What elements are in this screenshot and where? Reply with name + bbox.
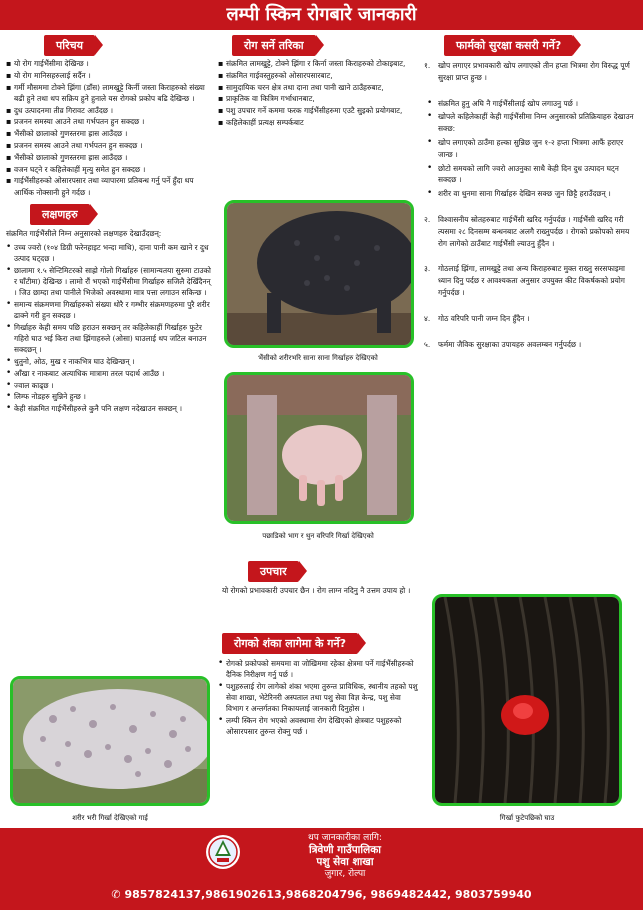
- column-right: [424, 34, 637, 364]
- list-item: • छालामा १.५ सेन्टिमिटरको साह्रो गोलो गिर्खाहरु (सामान्यतया सुरुमा टाउको र घाँटीमा) देखिन्छ । लामो रौं भएको गाईभैंसीमा गिर्खाहरु सजिलै देखिँदैनन् । जिउ छाम्दा तथा पानीले भिजेको अवस्थामा मात्र पत्ता लगाउन सकिन्छ ।: [6, 265, 212, 299]
- list-item: • आँखा र नाकबाट अत्याधिक मात्रामा तरल पदार्थ आउँछ ।: [6, 368, 212, 379]
- column-left: [6, 34, 212, 415]
- list-item: ▪ प्रजनन समस्या आउने तथा गर्भपतन हुन सक्दछ ।: [6, 116, 212, 127]
- wound-photo: [432, 594, 622, 806]
- udder-image: [227, 375, 411, 521]
- spread-heading: रोग सर्ने तरिका: [232, 35, 316, 56]
- cow-nodules-image: [13, 679, 207, 803]
- phone-numbers: 9857824137,9861902613,9868204796, 9869482442, 9803759940: [124, 888, 532, 901]
- list-item: ▪ यो रोग मानिसहरुलाई सर्दैन ।: [6, 70, 212, 81]
- treatment-text: यो रोगको प्रभावकारी उपचार छैन । रोग लाग्न नदिनु नै उत्तम उपाय हो ।: [222, 586, 411, 595]
- footer-more-info: थप जानकारीका लागि:: [308, 833, 382, 843]
- symptoms-heading: लक्षणहरु: [30, 204, 90, 225]
- list-item: ▪ संक्रमित गाईवस्तुहरुको ओसारपसारबाट,: [218, 70, 418, 81]
- list-item: ▪ वजन घट्ने र कहिलेकाहीं मृत्यु समेत हुन सक्दछ ।: [6, 164, 212, 175]
- farm-heading: फार्मको सुरक्षा कसरी गर्ने?: [444, 35, 573, 56]
- list-item: • केही संक्रमित गाईभैंसीहरुले कुनै पनि लक्षण नदेखाउन सक्छन् ।: [6, 403, 212, 414]
- list-item: ▪ सामुदायिक चरन क्षेत्र तथा दाना तथा पानी खाने ठाउँहरुबाट,: [218, 82, 418, 93]
- list-item: • उच्च ज्वरो (१०४ डिग्री फरेनहाइट भन्दा माथि), दाना पानी कम खाने र दुध उत्पाद घट्दछ ।: [6, 242, 212, 264]
- phone-icon: ✆: [111, 888, 121, 901]
- intro-heading: परिचय: [44, 35, 95, 56]
- udder-caption: पछाडिको भाग र थुन वरिपरि गिर्खा देखिएको: [262, 532, 374, 540]
- list-item: • लम्पी स्किन रोग भएको अवस्थामा रोग देखिएको क्षेत्रबाट पशुहरुको ओसारपसार तुरुन्त रोक्नु पर्छ ।: [218, 715, 418, 737]
- list-item: • थुतुनो, ओठ, मुख र नाकभित्र घाउ देखिन्छन् ।: [6, 356, 212, 367]
- suspect-heading: रोगको शंका लागेमा के गर्ने?: [222, 633, 358, 654]
- list-item: • खोपले कहिलेकाहीं केही गाईभैंसीमा निम्न अनुसारको प्रतिक्रियाहरु देखाउन सक्छ:: [424, 111, 637, 135]
- list-item: • ज्वाल काढ्छ ।: [6, 380, 212, 391]
- page-title: लम्पी स्किन रोगबारे जानकारी: [0, 0, 643, 30]
- footer: [0, 828, 643, 910]
- suspect-section: [218, 632, 418, 738]
- list-item: ▪ भैंसीको छालाको गुणस्तरमा ह्रास आउँदछ ।: [6, 128, 212, 139]
- list-item: ▪ भैंसीको छालाको गुणस्तरमा ह्रास आउँदछ ।: [6, 152, 212, 163]
- list-item: • समान्य संक्रमणमा गिर्खाहरुको संख्या थोरै र गम्भीर संक्रमणहरुमा पुरै शरीर ढाक्ने गरी हुन सक्दछ ।: [6, 299, 212, 321]
- treatment-heading: उपचार: [248, 561, 299, 582]
- symptoms-intro: संक्रमित गाईभैंसीले निम्न अनुसारको लक्षणहरु देखाउँदछन्:: [6, 229, 162, 239]
- list-item: • लिम्फ नोडहरु सुन्निने हुन्छ ।: [6, 391, 212, 402]
- org-block: [245, 832, 445, 880]
- footer-address: जुगार, रोल्पा: [324, 869, 366, 879]
- list-item: ▪ यो रोग गाईभैंसीमा देखिन्छ ।: [6, 58, 212, 69]
- wound-image: [435, 597, 619, 803]
- suspect-list: [218, 658, 418, 738]
- wound-caption: गिर्खा फुटेपछिको घाउ: [499, 814, 555, 822]
- phone-row: [0, 888, 643, 901]
- farm-list: [424, 60, 637, 350]
- list-item: ▪ गर्मी मौसममा टोक्ने झिंगा (डाँस) लामखुट्टे किर्नी जस्ता किराहरुको संख्या बढी हुने तथा थप सक्रिय हुने हुनाले यस रोगको प्रकोप बढि देखिन्छ ।: [6, 82, 212, 104]
- buffalo-caption: भैंसीको शरीरभरि साना साना गिर्खाहरु देखिएको: [258, 354, 378, 362]
- list-item: ▪ पशु उपचार गर्ने कममा फरक गाईभैंसीहरुमा एउटै सुइको प्रयोगबाट,: [218, 105, 418, 116]
- spread-list: [218, 58, 418, 128]
- list-item: ▪ दुध उत्पादनमा तीव्र गिरावट आउँदछ ।: [6, 105, 212, 116]
- buffalo-photo: [224, 200, 414, 348]
- symptoms-list: [6, 242, 212, 415]
- column-middle: [218, 34, 418, 129]
- list-item: • छोटो समयको लागि ज्वरो आउनुका साथै केही दिन दुध उत्पादन घट्न सक्दछ ।: [424, 163, 637, 187]
- list-item: • गिर्खाहरु केही समय पछि हराउन सक्छन् तर कहिलेकाहीं गिर्खाहरु फुटेर गहिरो घाउ भई किरा तथा झिंगाहरुले (ओसा) घाउलाई थप जटिल बनाउन सक्दछन् ।: [6, 322, 212, 356]
- buffalo-image: [227, 203, 411, 345]
- intro-list: [6, 58, 212, 198]
- udder-photo: [224, 372, 414, 524]
- list-item: १. खोप लगाएर प्रभावकारी खोप लगाएको तीन हप्ता भित्रमा रोग विरुद्ध पूर्ण सुरक्षा प्राप्त हुन्छ ।: [424, 61, 630, 82]
- list-item: • शरीर वा थुनमा साना गिर्खाहरु देखिन सक्छ जुन छिट्टै हराउँदछन् ।: [424, 188, 637, 200]
- list-item: ▪ प्राकृतिक वा कित्रिम गर्भाधानबाट,: [218, 93, 418, 104]
- treatment-section: [218, 560, 418, 596]
- list-item: ▪ संक्रमित लामखुट्टे, टोक्ने झिंगा र किर्ना जस्ता किराहरुको टोकाइबाट,: [218, 58, 418, 69]
- list-item: ▪ गाईभैंसीहरुको ओसारपसार तथा व्यापारमा प्रतिबन्ध गर्नु पर्ने हुँदा थप आर्थिक नोक्सानी हुने गर्दछ ।: [6, 175, 212, 197]
- list-item: ३. गोठलाई झिंगा, लामखुट्टे तथा अन्य किराहरुबाट मुक्त राख्नु सरसफाइमा ध्यान दिनु पर्दछ र आवश्यकता अनुसार उपयुक्त कीट विकर्षकको प्रयोग गर्नुपर्दछ ।: [424, 264, 625, 297]
- list-item: २. विश्वासनीय स्रोतहरुबाट गाईभैंसी खरिद गर्नुपर्दछ । गाईभैंसी खरिद गरी त्यसमा २८ दिनसम्म बन्धनबाट अलगै राख्नुपर्दछ । रोगको प्रकोपको समय रोग लागेको ठाउँबाट गाईभैंसी ल्याउनु हुँदैन ।: [424, 214, 630, 248]
- list-item: ▪ प्रजनन समस्य आउने तथा गर्भपतन हुन सक्दछ ।: [6, 140, 212, 151]
- footer-office: पशु सेवा शाखा: [316, 856, 374, 868]
- list-item: • खोप लगाएको ठाउँमा हल्का सुन्निछ जुन १-२ हप्ता भित्रमा आफैं हराएर जान्छ ।: [424, 137, 637, 161]
- list-item: • रोगको प्रकोपको समयमा वा जोखिममा रहेका क्षेत्रमा पर्ने गाईभैंसीहरुको दैनिक निरीक्षण गर्नु पर्छ ।: [218, 658, 418, 680]
- footer-org-name: त्रिवेणी गाउँपालिका: [308, 844, 381, 856]
- nepal-emblem-icon: [205, 834, 241, 870]
- list-item: ५. फर्ममा जैविक सुरक्षाका उपायहरु अवलम्बन गर्नुपर्दछ ।: [424, 339, 582, 349]
- cow-nodules-caption: शरीर भरी गिर्खा देखिएको गाई: [72, 814, 148, 822]
- cow-nodules-photo: [10, 676, 210, 806]
- list-item: • पशुहरुलाई रोग लागेको शंका भएमा तुरुन्त प्राविधिक, स्थानीय तहको पशु सेवा शाखा, भेटेरिनरी अस्पताल तथा पशु सेवा विज्ञ केन्द्र, पशु सेवा विभाग र अन्तर्गतका निकायलाई जानकारी दिनुहोस ।: [218, 681, 418, 715]
- list-item: • संक्रमित हुनु अघि नै गाईभैंसीलाई खोप लगाउनु पर्छ ।: [424, 98, 637, 110]
- list-item: ▪ कहिलेकाहीं प्रत्यक्ष सम्पर्कबाट: [218, 117, 418, 128]
- list-item: ४. गोठ वरिपरि पानी जम्न दिन हुँदैन ।: [424, 313, 530, 323]
